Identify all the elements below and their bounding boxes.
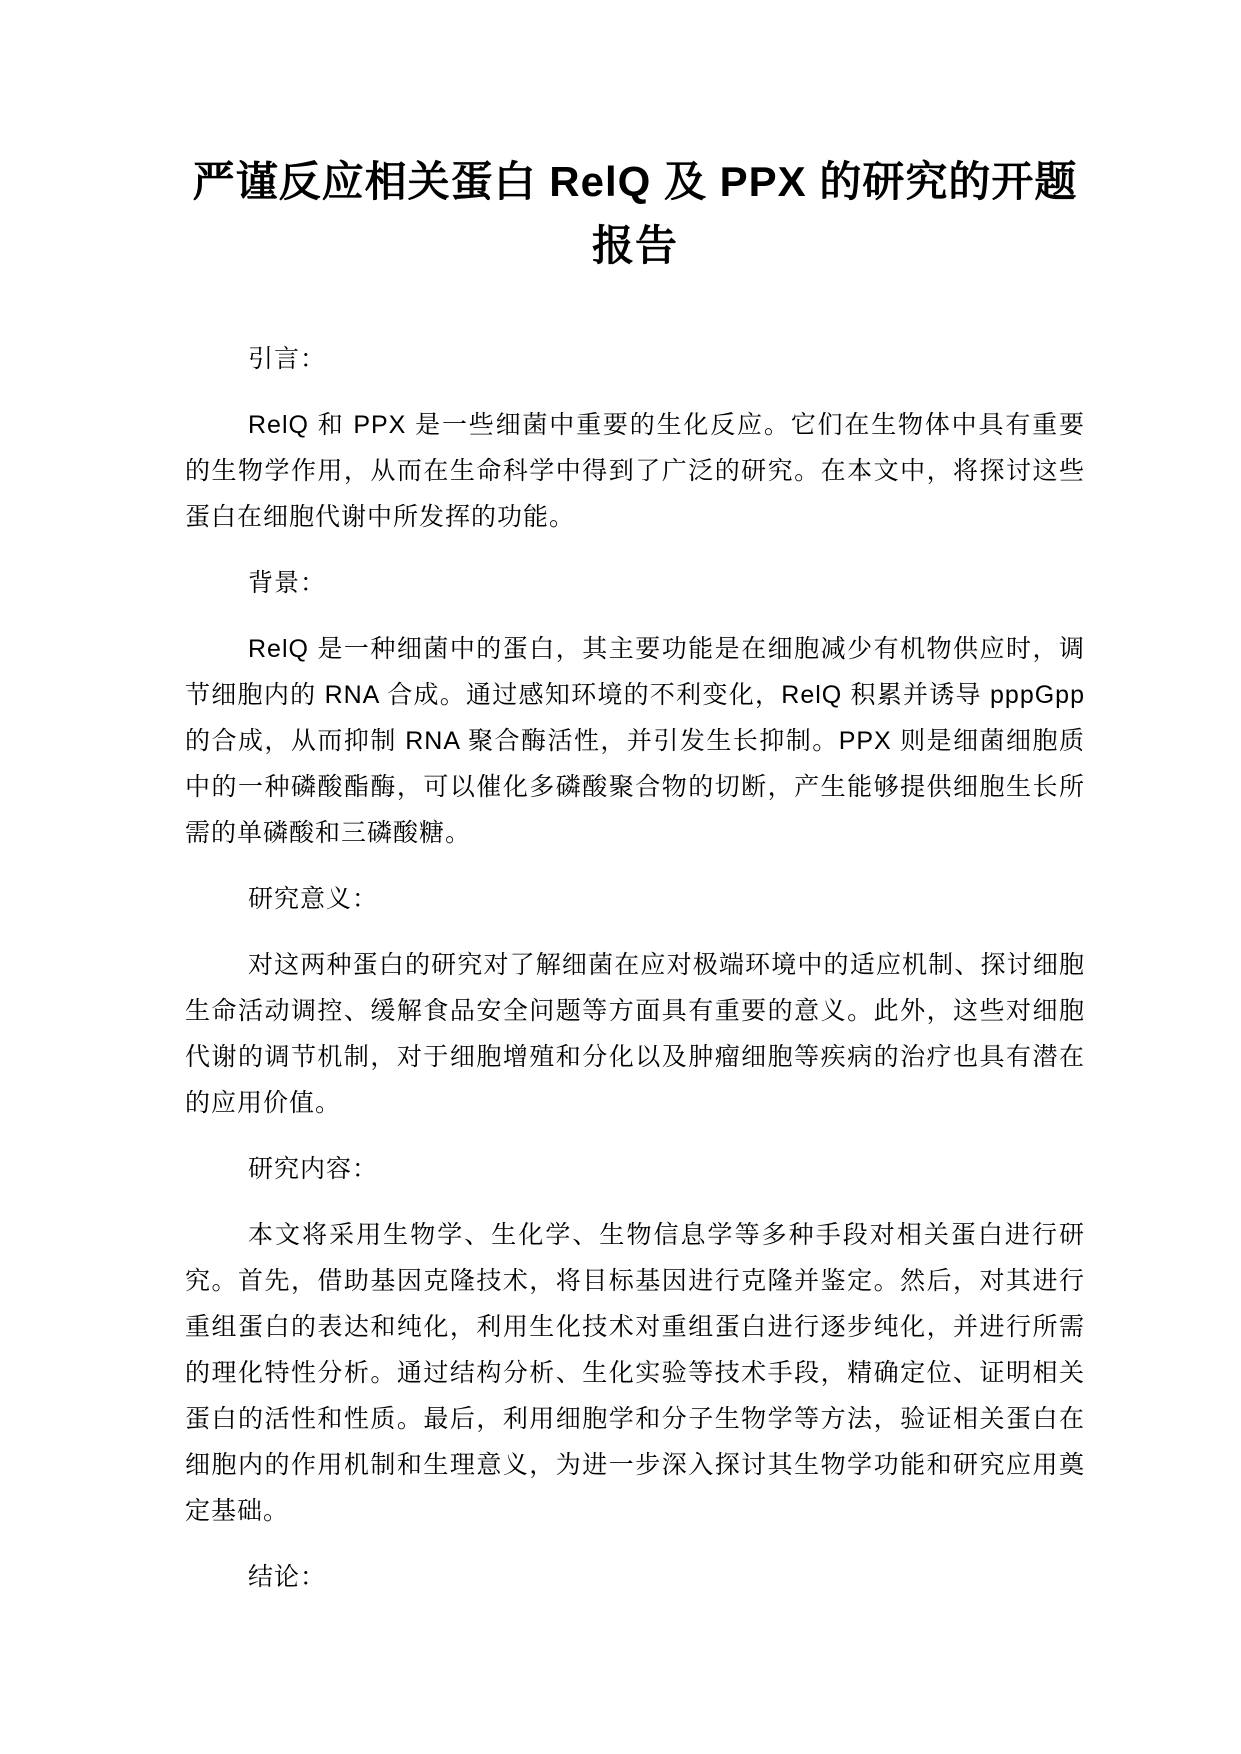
section-background [185,560,1085,856]
section-heading: 研究内容： [248,1155,379,1183]
document-title: 严谨反应相关蛋白 RelQ 及 PPX 的研究的开题报告 [192,158,1078,269]
paragraph: RelQ 和 PPX 是一些细菌中重要的生化反应。它们在生物体中具有重要的生物学作用，从而在生命科学中得到了广泛的研究。在本文中，将探讨这些蛋白在细胞代谢中所发挥的功能。 [185,411,1085,531]
section-heading: 背景： [248,569,327,597]
section-introduction [185,336,1085,540]
section-heading: 引言： [248,345,327,373]
section-content [185,1146,1085,1534]
section-heading: 结论： [248,1563,327,1591]
section-significance [185,876,1085,1126]
paragraph: 对这两种蛋白的研究对了解细菌在应对极端环境中的适应机制、探讨细胞生命活动调控、缓解食品安全问题等方面具有重要的意义。此外，这些对细胞代谢的调节机制，对于细胞增殖和分化以及肿瘤细胞等疾病的治疗也具有潜在的应用价值。 [185,951,1085,1117]
paragraph: 本文将采用生物学、生化学、生物信息学等多种手段对相关蛋白进行研究。首先，借助基因克隆技术，将目标基因进行克隆并鉴定。然后，对其进行重组蛋白的表达和纯化，利用生化技术对重组蛋白进行逐步纯化，并进行所需的理化特性分析。通过结构分析、生化实验等技术手段，精确定位、证明相关蛋白的活性和性质。最后，利用细胞学和分子生物学等方法，验证相关蛋白在细胞内的作用机制和生理意义，为进一步深入探讨其生物学功能和研究应用奠定基础。 [185,1221,1085,1525]
section-conclusion [185,1554,1085,1600]
section-heading: 研究意义： [248,885,379,913]
paragraph: RelQ 是一种细菌中的蛋白，其主要功能是在细胞减少有机物供应时，调节细胞内的 RNA 合成。通过感知环境的不利变化，RelQ 积累并诱导 pppGpp 的合成，从而抑制 RNA 聚合酶活性，并引发生长抑制。PPX 则是细菌细胞质中的一种磷酸酯酶，可以催化多磷酸聚合物的切断，产生能够提供细胞生长所需的单磷酸和三磷酸糖。 [185,635,1085,847]
